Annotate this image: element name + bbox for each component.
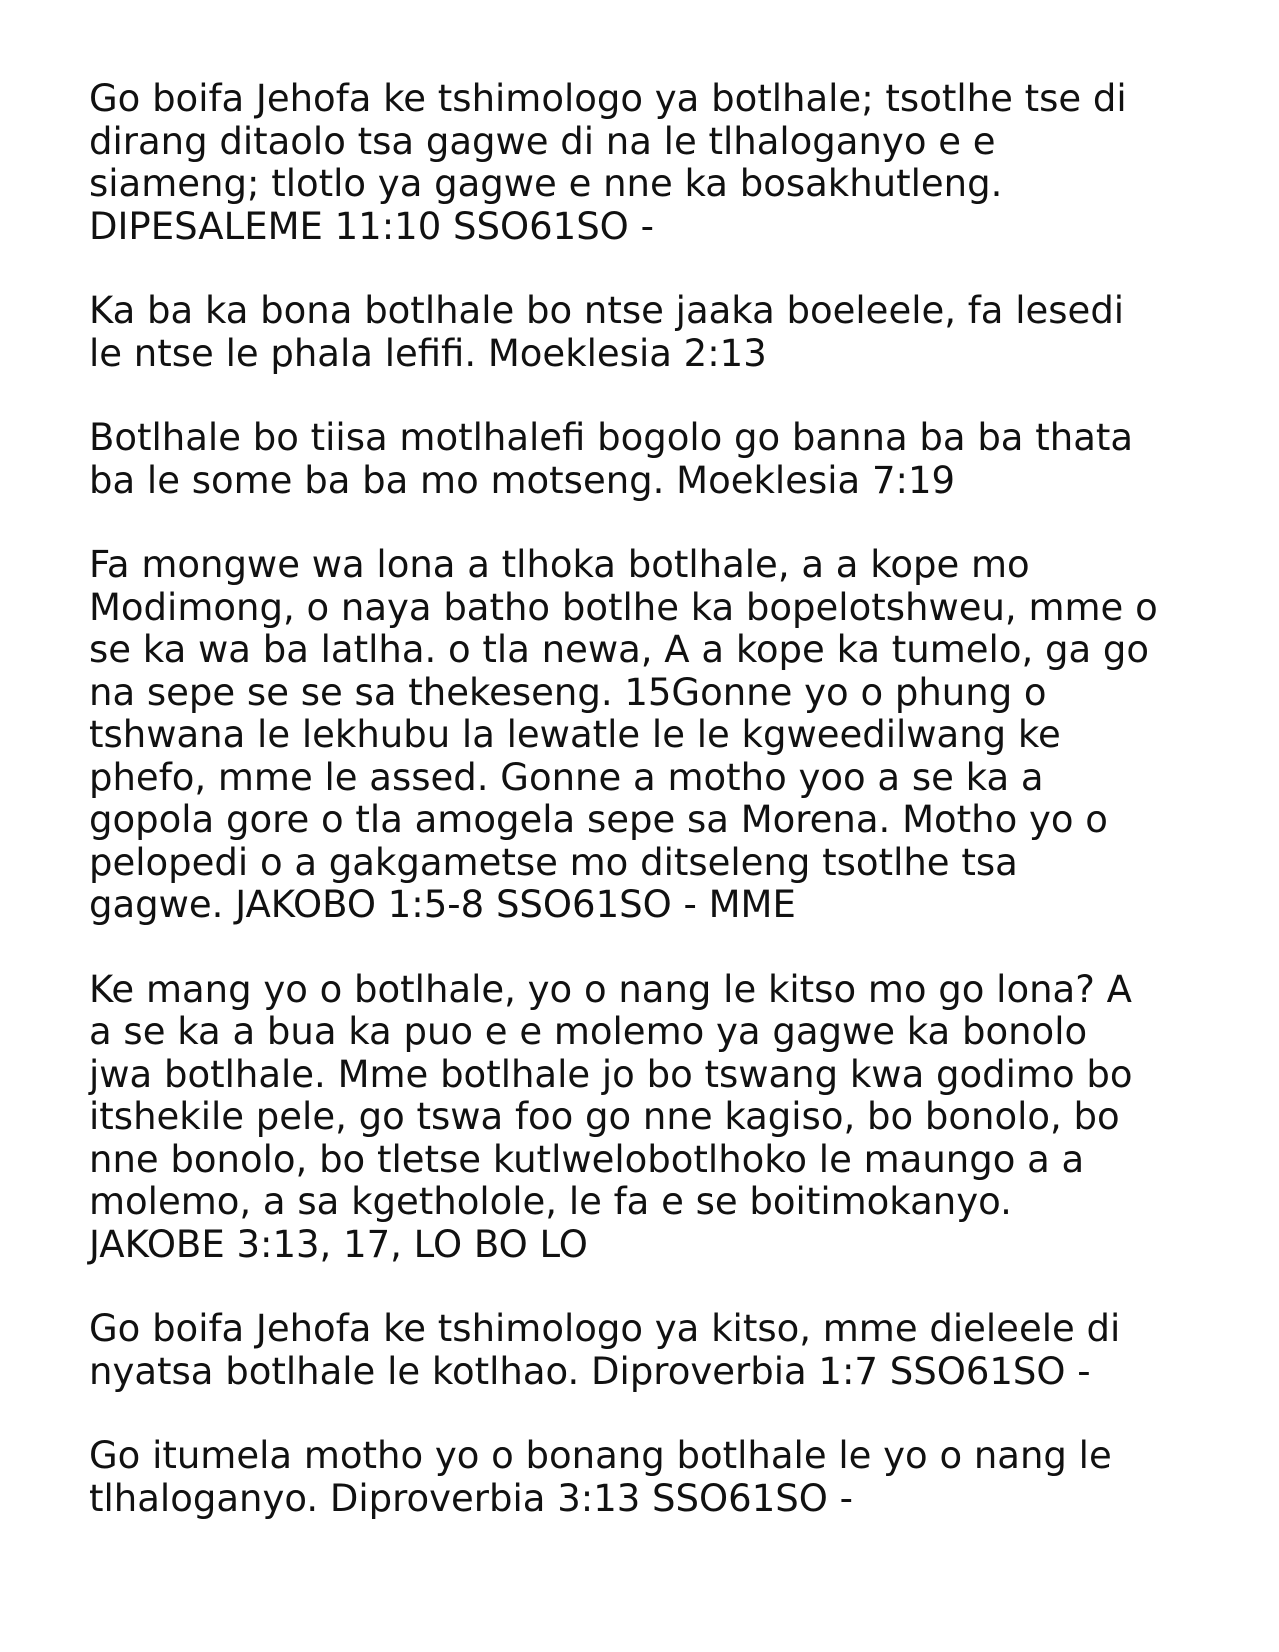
paragraph-7: Go itumela motho yo o bonang botlhale le yo o nang le tlhaloganyo. Diproverbia 3:13 SSO61SO - xyxy=(89,1434,1112,1520)
paragraph-3: Botlhale bo tiisa motlhalefi bogolo go banna ba ba thata ba le some ba ba mo motseng. Moeklesia 7:19 xyxy=(89,416,1134,502)
paragraph-4: Fa mongwe wa lona a tlhoka botlhale, a a kope mo Modimong, o naya batho botlhe ka bopelotshweu, mme o se ka wa ba latlha. o tla newa, A a kope ka tumelo, ga go na sepe se se sa thekeseng. 15Gonne yo o phung o tshwana le lekhubu la lewatle le le kgweedilwang ke phefo, mme le assed. Gonne a motho yoo a se ka a gopola gore o tla amogela sepe sa Morena. Motho yo o pelopedi o a gakgametse mo ditseleng tsotlhe tsa gagwe. JAKOBO 1:5-8 SSO61SO - MME xyxy=(89,543,1158,926)
paragraph-5: Ke mang yo o botlhale, yo o nang le kitso mo go lona? A a se ka a bua ka puo e e molemo ya gagwe ka bonolo jwa botlhale. Mme botlhale jo bo tswang kwa godimo bo itshekile pele, go tswa foo go nne kagiso, bo bonolo, bo nne bonolo, bo tletse kutlwelobotlhoko le maungo a a molemo, a sa kgetholole, le fa e se boitimokanyo. JAKOBE 3:13, 17, LO BO LO xyxy=(89,967,1133,1266)
paragraph-1: Go boifa Jehofa ke tshimologo ya botlhale; tsotlhe tse di dirang ditaolo tsa gagwe di na le tlhaloganyo e e siameng; tlotlo ya gagwe e nne ka bosakhutleng. DIPESALEME 11:10 SSO61SO - xyxy=(89,77,1127,248)
paragraph-2: Ka ba ka bona botlhale bo ntse jaaka boeleele, fa lesedi le ntse le phala lefifi. Moeklesia 2:13 xyxy=(89,289,1125,375)
paragraph-6: Go boifa Jehofa ke tshimologo ya kitso, mme dieleele di nyatsa botlhale le kotlhao. Diproverbia 1:7 SSO61SO - xyxy=(89,1307,1121,1393)
